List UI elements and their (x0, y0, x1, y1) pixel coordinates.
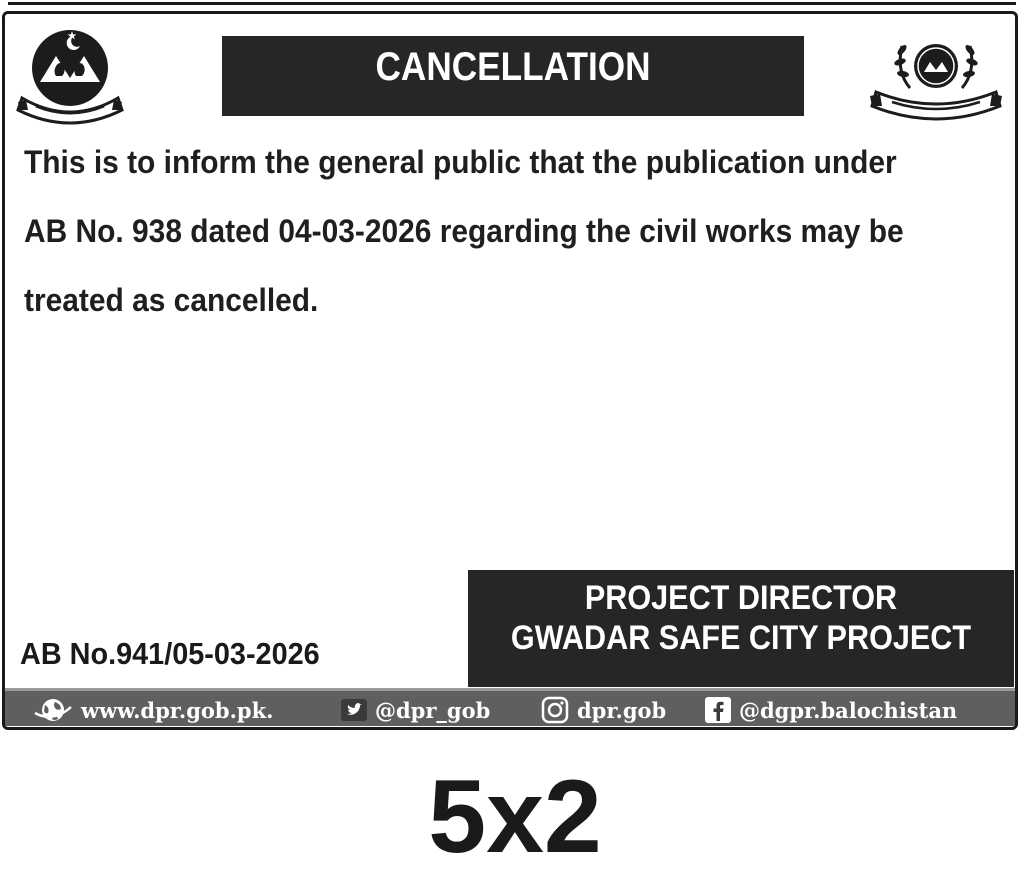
footer-website[interactable] (33, 695, 273, 725)
ad-size-label: 5x2 (428, 759, 602, 875)
notice-title-bar (222, 36, 804, 116)
footer-social-bar (5, 688, 1015, 726)
dgpr-balochistan-logo (862, 26, 1010, 124)
globe-icon (33, 697, 73, 723)
website-link[interactable]: www.dpr.gob.pk. (81, 697, 274, 723)
signatory-box (468, 570, 1014, 687)
notice-body-line: treated as cancelled. (24, 282, 319, 318)
footer-twitter[interactable] (341, 695, 490, 725)
notice-body-line: This is to inform the general public that the publication under (24, 144, 897, 180)
instagram-handle[interactable]: dpr.gob (577, 697, 667, 723)
facebook-icon (705, 697, 731, 723)
instagram-icon (541, 696, 569, 724)
twitter-handle[interactable]: @dpr_gob (375, 697, 491, 723)
notice-body (24, 128, 950, 335)
facebook-handle[interactable]: @dgpr.balochistan (739, 697, 958, 723)
balochistan-government-logo (12, 22, 128, 126)
notice-title: CANCELLATION (375, 45, 651, 89)
signatory-title: PROJECT DIRECTOR (584, 579, 898, 617)
twitter-icon (341, 699, 367, 721)
signatory-project: GWADAR SAFE CITY PROJECT (510, 619, 972, 657)
footer-instagram[interactable] (541, 695, 666, 725)
notice-body-line: AB No. 938 dated 04-03-2026 regarding the civil works may be (24, 213, 904, 249)
reference-number: AB No.941/05-03-2026 (20, 636, 320, 671)
top-rule (8, 2, 1016, 5)
footer-facebook[interactable] (705, 695, 957, 725)
